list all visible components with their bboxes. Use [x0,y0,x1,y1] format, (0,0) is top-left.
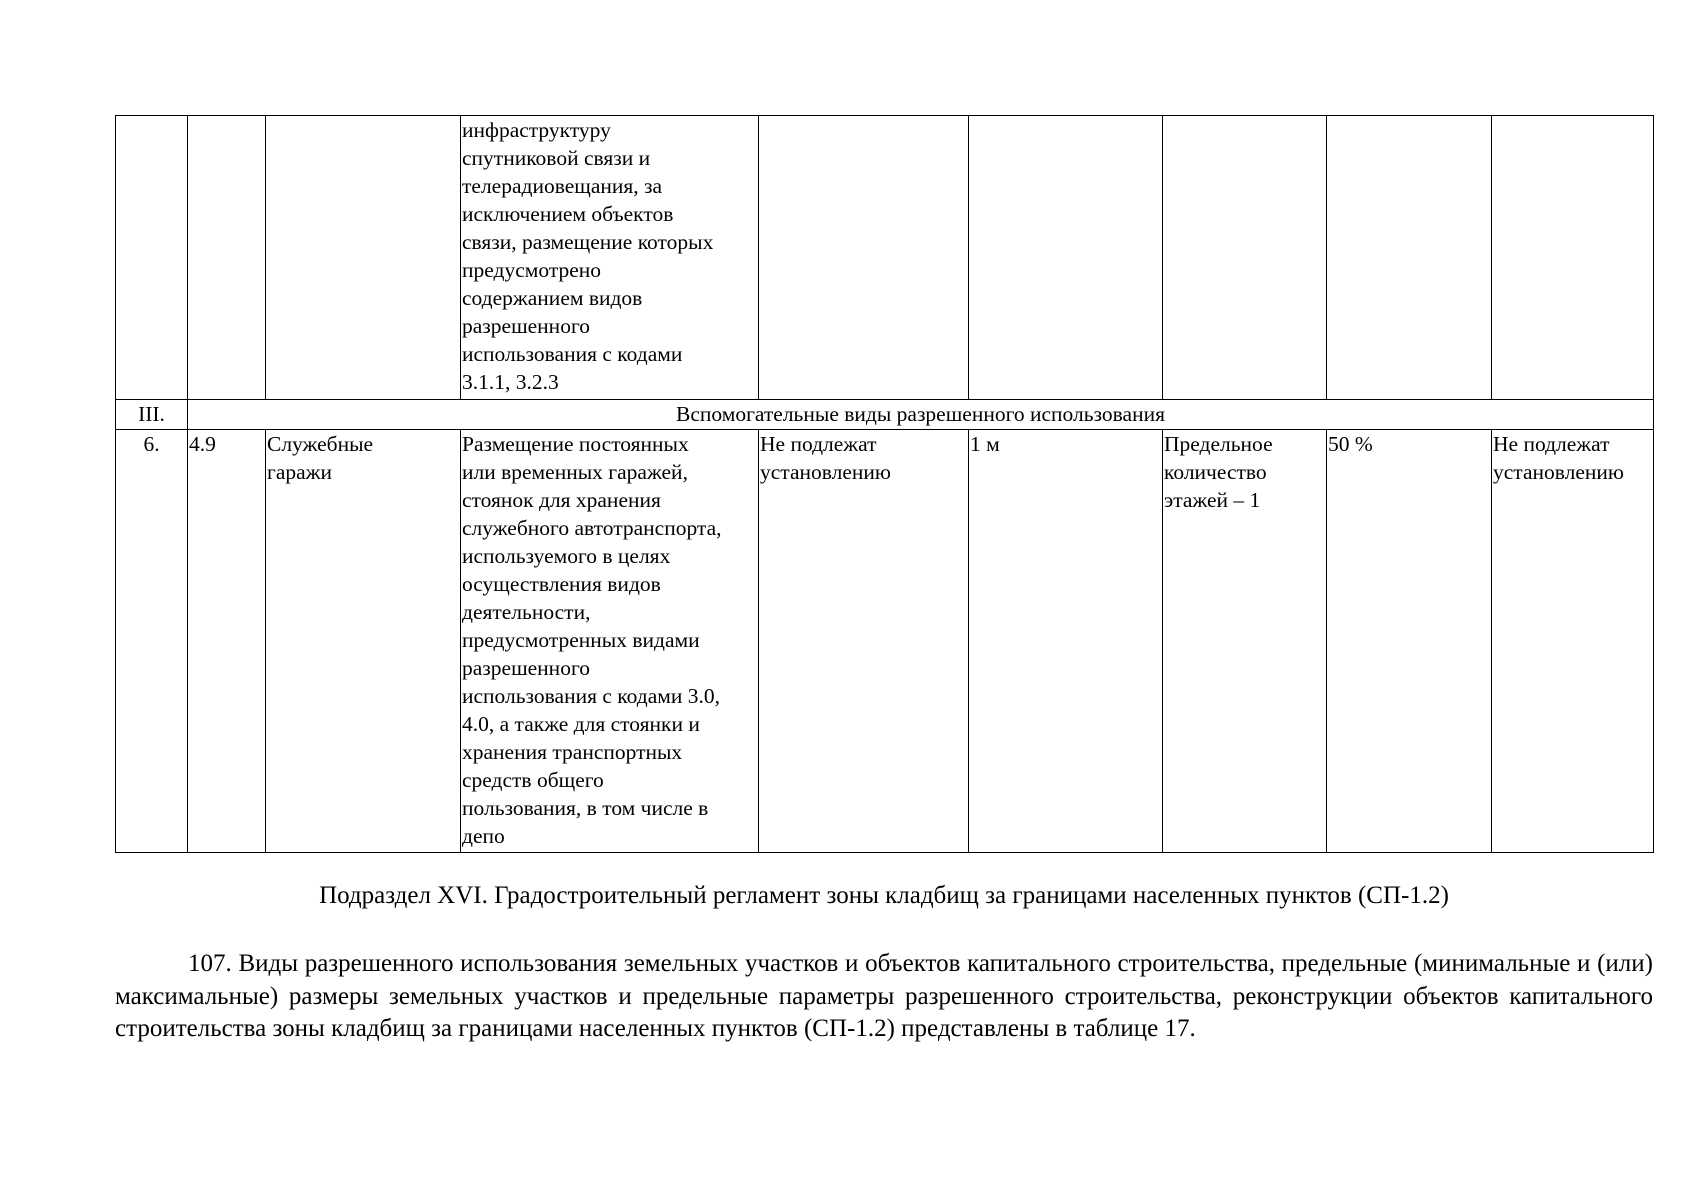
cell-coverage [1327,116,1492,400]
cell-description: Размещение постоянных или временных гаражей, стоянок для хранения служебного автотранспорта, используемого в целях осуществления видов деятельности, предусмотренных видами разрешенного использования с кодами 3.0, 4.0, а также для стоянки и хранения транспортных средств общего пользования, в том числе в депо [461,430,759,853]
cell-plot-size: Не подлежат установлению [759,430,969,853]
cell-other [1492,116,1654,400]
cell-setback [969,116,1163,400]
regulation-table [115,115,1654,853]
cell-name: Служебные гаражи [266,430,461,853]
subsection-title: Подраздел XVI. Градостроительный регламент зоны кладбищ за границами населенных пунктов (СП-1.2) [319,882,1449,909]
cell-setback: 1 м [969,430,1163,853]
cell-num [116,116,188,400]
section-number: III. [116,400,188,430]
table-row-continuation [116,116,1654,400]
table-section-row [116,400,1654,430]
paragraph-107: 107. Виды разрешенного использования земельных участков и объектов капитального строительства, предельные (минимальные и (или) максимальные) размеры земельных участков и предельные параметры разрешенного строительства, реконструкции объектов капитального строительства зоны кладбищ за границами населенных пунктов (СП-1.2) представлены в таблице 17. [115,950,1653,1042]
cell-floors: Предельное количество этажей – 1 [1163,430,1327,853]
table-row-6 [116,430,1654,853]
cell-code [188,116,266,400]
cell-description: инфраструктуру спутниковой связи и телерадиовещания, за исключением объектов связи, размещение которых предусмотрено содержанием видов разрешенного использования с кодами 3.1.1, 3.2.3 [461,116,759,400]
cell-num: 6. [116,430,188,853]
cell-coverage: 50 % [1327,430,1492,853]
cell-floors [1163,116,1327,400]
cell-other: Не подлежат установлению [1492,430,1654,853]
cell-code: 4.9 [188,430,266,853]
section-title: Вспомогательные виды разрешенного использования [188,400,1654,430]
cell-plot-size [759,116,969,400]
cell-name [266,116,461,400]
